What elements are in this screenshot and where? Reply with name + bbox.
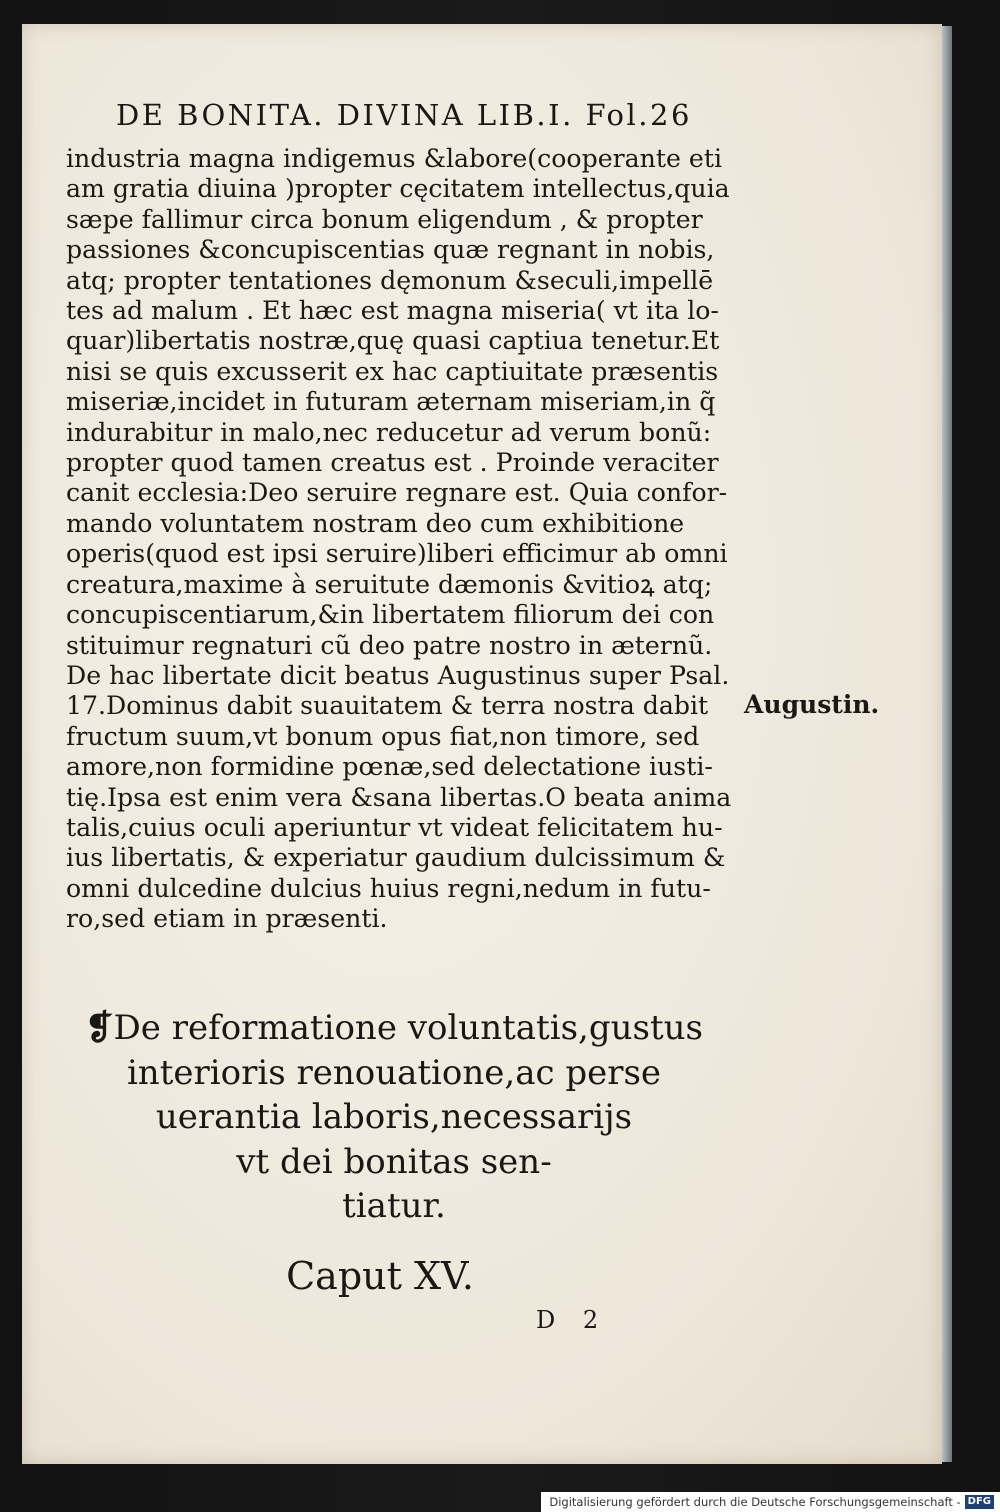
text-line: amore,non formidine pœnæ,sed delectatione iusti- bbox=[66, 752, 713, 782]
text-line: industria magna indigemus &labore(cooperante eti bbox=[66, 144, 722, 173]
dfg-logo-icon: DFG bbox=[965, 1495, 994, 1509]
text-line: tię.Ipsa est enim vera &sana libertas.O beata anima bbox=[66, 782, 732, 812]
text-line: quar)libertatis nostræ,quę quasi captiua tenetur.Et bbox=[66, 326, 720, 356]
text-line: creatura,maxime à seruitute dæmonis &vitioꝝ atq; bbox=[66, 569, 713, 599]
page-edge-strip bbox=[942, 26, 952, 1462]
text-line: De hac libertate dicit beatus Augustinus super Psal. bbox=[66, 660, 730, 690]
body-text bbox=[66, 144, 746, 935]
text-line: nisi se quis excusserit ex hac captiuitate præsentis bbox=[66, 356, 719, 386]
text-line: am gratia diuina )propter cęcitatem intellectus,quia bbox=[66, 174, 730, 204]
heading-line: tiatur. bbox=[342, 1186, 446, 1226]
chapter-heading bbox=[64, 1006, 724, 1229]
text-line: operis(quod est ipsi seruire)liberi efficimur ab omni bbox=[66, 539, 728, 569]
text-line: miseriæ,incidet in futuram æternam miseriam,in q̃ bbox=[66, 387, 716, 417]
running-head: DE BONITA. DIVINA LIB.I. Fol.26 bbox=[116, 98, 692, 132]
text-line: mando voluntatem nostram deo cum exhibitione bbox=[66, 508, 685, 538]
heading-line-text: De reformatione voluntatis,gustus bbox=[113, 1008, 703, 1048]
pilcrow-icon: ❡ bbox=[85, 1008, 114, 1048]
text-line: omni dulcedine dulcius huius regni,nedum in futu- bbox=[66, 873, 711, 903]
text-line: canit ecclesia:Deo seruire regnare est. Quia confor- bbox=[66, 478, 728, 508]
text-line: sæpe fallimur circa bonum eligendum , & propter bbox=[66, 204, 703, 234]
signature-mark: D 2 bbox=[536, 1306, 609, 1334]
heading-line: uerantia laboris,necessarijs bbox=[155, 1097, 633, 1137]
heading-line: vt dei bonitas sen- bbox=[236, 1141, 552, 1182]
text-line: stituimur regnaturi cũ deo patre nostro in æternũ. bbox=[66, 630, 713, 660]
text-line: concupiscentiarum,&in libertatem filiorum dei con bbox=[66, 600, 715, 630]
text-line: fructum suum,vt bonum opus fiat,non timore, sed bbox=[66, 721, 700, 751]
heading-line: interioris renouatione,ac perse bbox=[126, 1052, 662, 1093]
text-line: 17.Dominus dabit suauitatem & terra nostra dabit bbox=[66, 691, 709, 721]
text-line: atq; propter tentationes dęmonum &seculi,impellē bbox=[66, 265, 714, 295]
text-line: talis,cuius oculi aperiuntur vt videat felicitatem hu- bbox=[66, 812, 723, 842]
text-line: tes ad malum . Et hæc est magna miseria( vt ita lo- bbox=[66, 296, 719, 326]
heading-line bbox=[64, 1006, 724, 1051]
text-line: indurabitur in malo,nec reducetur ad verum bonũ: bbox=[66, 417, 712, 447]
chapter-title: Caput XV. bbox=[286, 1254, 474, 1298]
digitization-footer bbox=[541, 1492, 1000, 1512]
text-line: ro,sed etiam in præsenti. bbox=[66, 904, 388, 934]
marginal-note: Augustin. bbox=[744, 690, 880, 719]
text-line: passiones &concupiscentias quæ regnant in nobis, bbox=[66, 235, 715, 265]
footer-text: Digitalisierung gefördert durch die Deutsche Forschungsgemeinschaft - bbox=[549, 1495, 961, 1509]
text-line: propter quod tamen creatus est . Proinde veraciter bbox=[66, 448, 719, 478]
text-line: ius libertatis, & experiatur gaudium dulcissimum & bbox=[66, 843, 726, 873]
